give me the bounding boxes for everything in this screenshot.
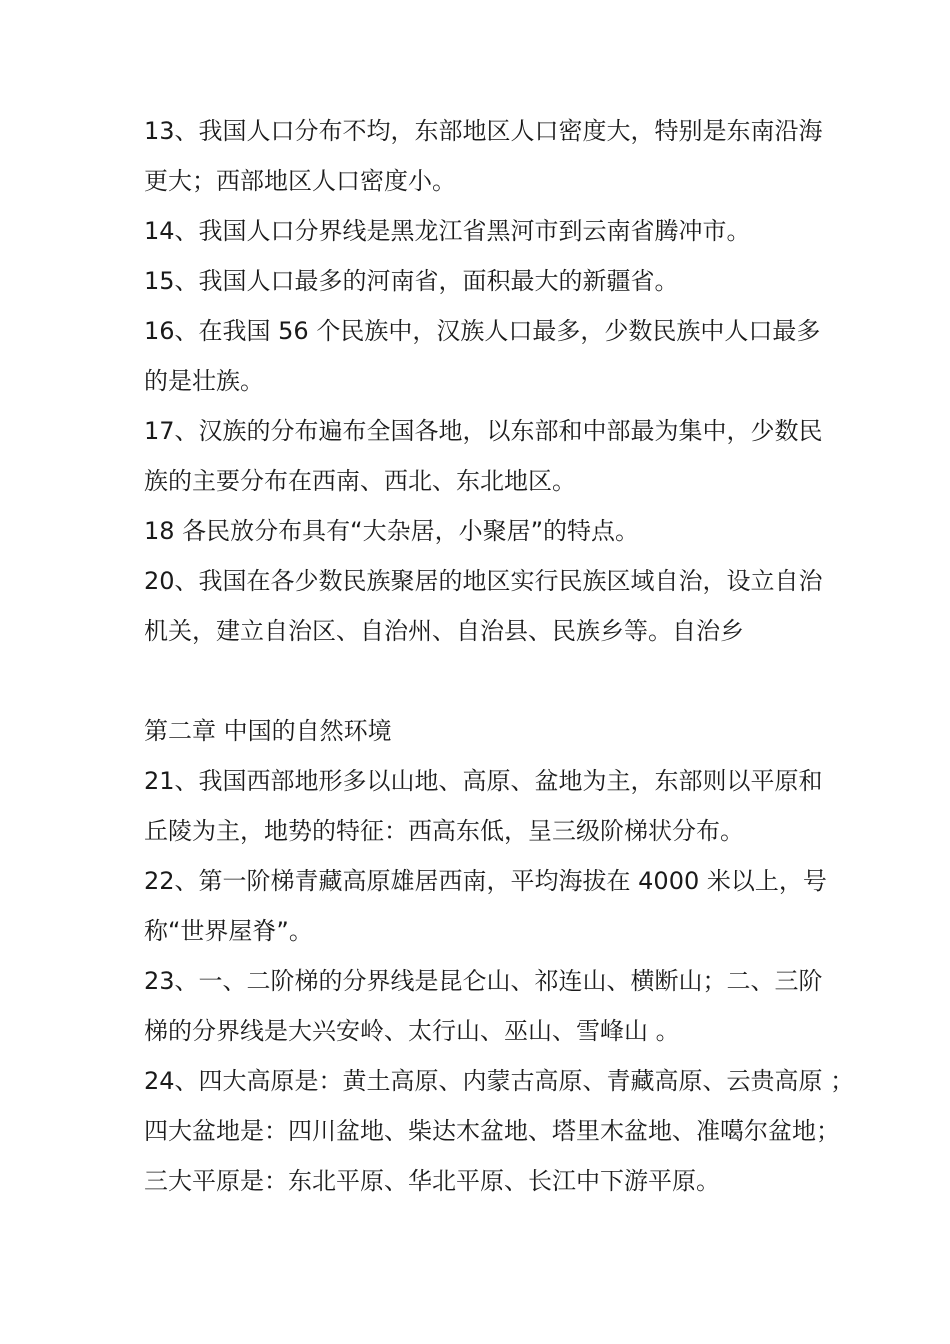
text-line-14: 14、我国人口分界线是黑龙江省黑河市到云南省腾冲市。: [144, 217, 751, 245]
text-line-24c: 三大平原是：东北平原、华北平原、长江中下游平原。: [144, 1167, 720, 1195]
text-line-16a: 16、在我国 56 个民族中，汉族人口最多，少数民族中人口最多: [144, 317, 821, 345]
document-text: [144, 106, 855, 1206]
text-line-22b: 称“世界屋脊”。: [144, 917, 313, 945]
text-line-13a: 13、我国人口分布不均，东部地区人口密度大，特别是东南沿海: [144, 117, 823, 145]
text-line-23b: 梯的分界线是大兴安岭、太行山、巫山、雪峰山 。: [144, 1017, 680, 1045]
text-line-23a: 23、一、二阶梯的分界线是昆仑山、祁连山、横断山；二、三阶: [144, 967, 823, 995]
text-line-21b: 丘陵为主，地势的特征：西高东低，呈三级阶梯状分布。: [144, 817, 744, 845]
blank-line: [144, 656, 824, 706]
text-line-20a: 20、我国在各少数民族聚居的地区实行民族区域自治，设立自治: [144, 567, 823, 595]
text-line-16b: 的是壮族。: [144, 367, 264, 395]
chapter-heading: 第二章 中国的自然环境: [144, 717, 392, 745]
text-line-15: 15、我国人口最多的河南省，面积最大的新疆省。: [144, 267, 679, 295]
text-line-24b: 四大盆地是：四川盆地、柴达木盆地、塔里木盆地、准噶尔盆地；: [144, 1117, 840, 1145]
text-line-24a: 24、四大高原是：黄土高原、内蒙古高原、青藏高原、云贵高原 ；: [144, 1067, 855, 1095]
text-line-18: 18 各民放分布具有“大杂居，小聚居”的特点。: [144, 517, 640, 545]
text-line-22a: 22、第一阶梯青藏高原雄居西南，平均海拔在 4000 米以上，号: [144, 867, 827, 895]
text-line-17b: 族的主要分布在西南、西北、东北地区。: [144, 467, 576, 495]
text-line-21a: 21、我国西部地形多以山地、高原、盆地为主，东部则以平原和: [144, 767, 823, 795]
text-line-13b: 更大；西部地区人口密度小。: [144, 167, 456, 195]
text-line-20b: 机关，建立自治区、自治州、自治县、民族乡等。自治乡: [144, 617, 744, 645]
text-line-17a: 17、汉族的分布遍布全国各地，以东部和中部最为集中，少数民: [144, 417, 823, 445]
